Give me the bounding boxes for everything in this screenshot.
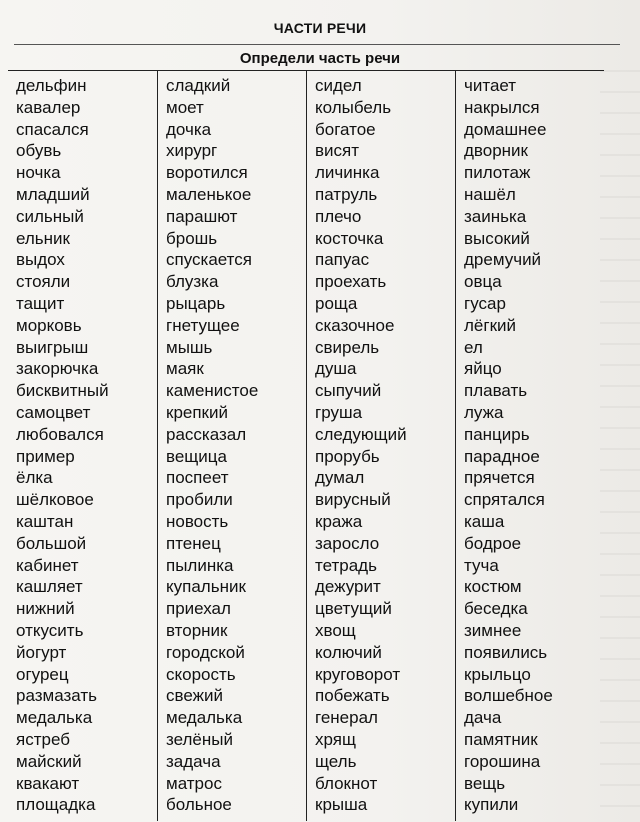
- word-item: майский: [16, 751, 82, 771]
- word-item: площадка: [16, 795, 96, 815]
- word-item: купили: [464, 795, 519, 815]
- word-item: домашнее: [464, 119, 547, 139]
- word-item: прячется: [464, 468, 535, 488]
- word-item: огурец: [16, 664, 69, 684]
- word-item: закорючка: [16, 359, 99, 379]
- word-item: лёгкий: [464, 315, 517, 335]
- word-item: воротился: [166, 163, 248, 183]
- word-item: задача: [166, 751, 221, 771]
- word-item: квакают: [16, 773, 80, 793]
- word-item: колыбель: [315, 97, 392, 117]
- word-item: маленькое: [166, 184, 252, 204]
- word-item: крыша: [315, 795, 368, 815]
- word-column-4: [455, 71, 604, 821]
- word-item: городской: [166, 642, 245, 662]
- word-item: бисквитный: [16, 381, 109, 401]
- word-item: нашёл: [464, 184, 516, 204]
- word-item: спускается: [166, 250, 252, 270]
- word-item: свирель: [315, 337, 380, 357]
- word-item: сильный: [16, 206, 84, 226]
- word-item: вторник: [166, 620, 228, 640]
- word-item: тетрадь: [315, 555, 377, 575]
- word-item: хвощ: [315, 620, 356, 640]
- word-item: кавалер: [16, 97, 81, 117]
- word-item: папуас: [315, 250, 370, 270]
- word-item: больное: [166, 795, 232, 815]
- word-item: патруль: [315, 184, 378, 204]
- word-column-2: [157, 71, 306, 821]
- word-item: думал: [315, 468, 365, 488]
- word-item: спрятался: [464, 490, 545, 510]
- page-header-title: ЧАСТИ РЕЧИ: [273, 20, 367, 36]
- word-item: плавать: [464, 381, 528, 401]
- word-item: бодрое: [464, 533, 522, 553]
- word-item: вещица: [166, 446, 227, 466]
- word-item: крыльцо: [464, 664, 531, 684]
- word-item: волшебное: [464, 686, 553, 706]
- word-item: беседка: [464, 599, 528, 619]
- word-item: побежать: [315, 686, 390, 706]
- word-item: пробили: [166, 490, 233, 510]
- word-item: прорубь: [315, 446, 380, 466]
- word-item: колючий: [315, 642, 382, 662]
- word-item: кашляет: [16, 577, 83, 597]
- word-item: цветущий: [315, 599, 392, 619]
- word-item: следующий: [315, 424, 407, 444]
- word-item: памятник: [464, 729, 538, 749]
- word-table: [8, 70, 604, 821]
- word-item: генерал: [315, 708, 378, 728]
- word-item: проехать: [315, 272, 387, 292]
- word-item: дельфин: [16, 76, 87, 95]
- word-column-3: [306, 71, 455, 821]
- word-item: плечо: [315, 206, 362, 226]
- word-item: нижний: [16, 599, 75, 619]
- word-item: тащит: [16, 293, 65, 313]
- word-item: блокнот: [315, 773, 378, 793]
- task-instruction: Определи часть речи: [239, 50, 401, 67]
- word-item: душа: [315, 359, 357, 379]
- word-item: кража: [315, 511, 363, 531]
- word-item: туча: [464, 555, 499, 575]
- word-item: ел: [464, 337, 483, 357]
- header-divider: [14, 44, 620, 45]
- word-item: зимнее: [464, 620, 522, 640]
- word-item: дежурит: [315, 577, 381, 597]
- word-item: пилотаж: [464, 163, 531, 183]
- word-item: горошина: [464, 751, 541, 771]
- word-item: блузка: [166, 272, 219, 292]
- word-item: панцирь: [464, 424, 530, 444]
- word-item: сыпучий: [315, 381, 382, 401]
- word-column-1: [8, 71, 157, 821]
- word-item: новость: [166, 511, 229, 531]
- word-item: хирург: [166, 141, 218, 161]
- word-item: щель: [315, 751, 357, 771]
- word-item: хрящ: [315, 729, 356, 749]
- word-item: сладкий: [166, 76, 231, 95]
- word-item: крепкий: [166, 402, 228, 422]
- word-item: богатое: [315, 119, 376, 139]
- word-item: большой: [16, 533, 87, 553]
- word-item: костюм: [464, 577, 522, 597]
- word-item: приехал: [166, 599, 231, 619]
- word-item: самоцвет: [16, 402, 91, 422]
- word-item: высокий: [464, 228, 530, 248]
- word-item: поспеет: [166, 468, 229, 488]
- word-item: матрос: [166, 773, 222, 793]
- word-item: младший: [16, 184, 90, 204]
- word-item: птенец: [166, 533, 221, 553]
- word-item: читает: [464, 76, 517, 95]
- word-item: свежий: [166, 686, 223, 706]
- word-item: ельник: [16, 228, 70, 248]
- word-item: медалька: [166, 708, 243, 728]
- word-item: любовался: [16, 424, 104, 444]
- word-item: появились: [464, 642, 548, 662]
- word-item: медалька: [16, 708, 93, 728]
- word-item: рыцарь: [166, 293, 226, 313]
- word-item: косточка: [315, 228, 384, 248]
- word-item: висят: [315, 141, 360, 161]
- word-item: дремучий: [464, 250, 542, 270]
- word-item: каша: [464, 511, 505, 531]
- word-item: маяк: [166, 359, 204, 379]
- word-item: накрылся: [464, 97, 540, 117]
- word-item: мышь: [166, 337, 213, 357]
- word-item: брошь: [166, 228, 218, 248]
- word-item: ястреб: [16, 729, 70, 749]
- word-item: пример: [16, 446, 75, 466]
- word-item: каменистое: [166, 381, 259, 401]
- word-item: обувь: [16, 141, 62, 161]
- word-item: дача: [464, 708, 502, 728]
- word-item: личинка: [315, 163, 380, 183]
- word-item: йогурт: [16, 642, 67, 662]
- word-item: шёлковое: [16, 490, 94, 510]
- word-item: спасался: [16, 119, 89, 139]
- word-item: ёлка: [16, 468, 53, 488]
- word-item: круговорот: [315, 664, 401, 684]
- word-item: пылинка: [166, 555, 234, 575]
- word-item: гусар: [464, 293, 506, 313]
- word-item: размазать: [16, 686, 97, 706]
- word-item: скорость: [166, 664, 236, 684]
- word-item: парашют: [166, 206, 238, 226]
- word-item: рассказал: [166, 424, 247, 444]
- word-item: каштан: [16, 511, 74, 531]
- word-item: овца: [464, 272, 502, 292]
- word-item: сидел: [315, 76, 362, 95]
- word-item: заросло: [315, 533, 380, 553]
- word-item: яйцо: [464, 359, 502, 379]
- word-item: вещь: [464, 773, 506, 793]
- word-item: купальник: [166, 577, 246, 597]
- word-item: откусить: [16, 620, 84, 640]
- word-item: заинька: [464, 206, 527, 226]
- word-item: морковь: [16, 315, 82, 335]
- word-item: сказочное: [315, 315, 395, 335]
- bleed-through-text: [600, 70, 640, 820]
- word-item: зелёный: [166, 729, 233, 749]
- word-item: лужа: [464, 402, 504, 422]
- word-item: выигрыш: [16, 337, 89, 357]
- word-item: кабинет: [16, 555, 79, 575]
- word-item: груша: [315, 402, 363, 422]
- word-item: роща: [315, 293, 358, 313]
- word-item: вирусный: [315, 490, 391, 510]
- word-item: выдох: [16, 250, 65, 270]
- word-item: дочка: [166, 119, 212, 139]
- word-item: ночка: [16, 163, 61, 183]
- word-item: стояли: [16, 272, 71, 292]
- word-item: гнетущее: [166, 315, 240, 335]
- word-item: парадное: [464, 446, 540, 466]
- word-item: дворник: [464, 141, 528, 161]
- word-item: моет: [166, 97, 204, 117]
